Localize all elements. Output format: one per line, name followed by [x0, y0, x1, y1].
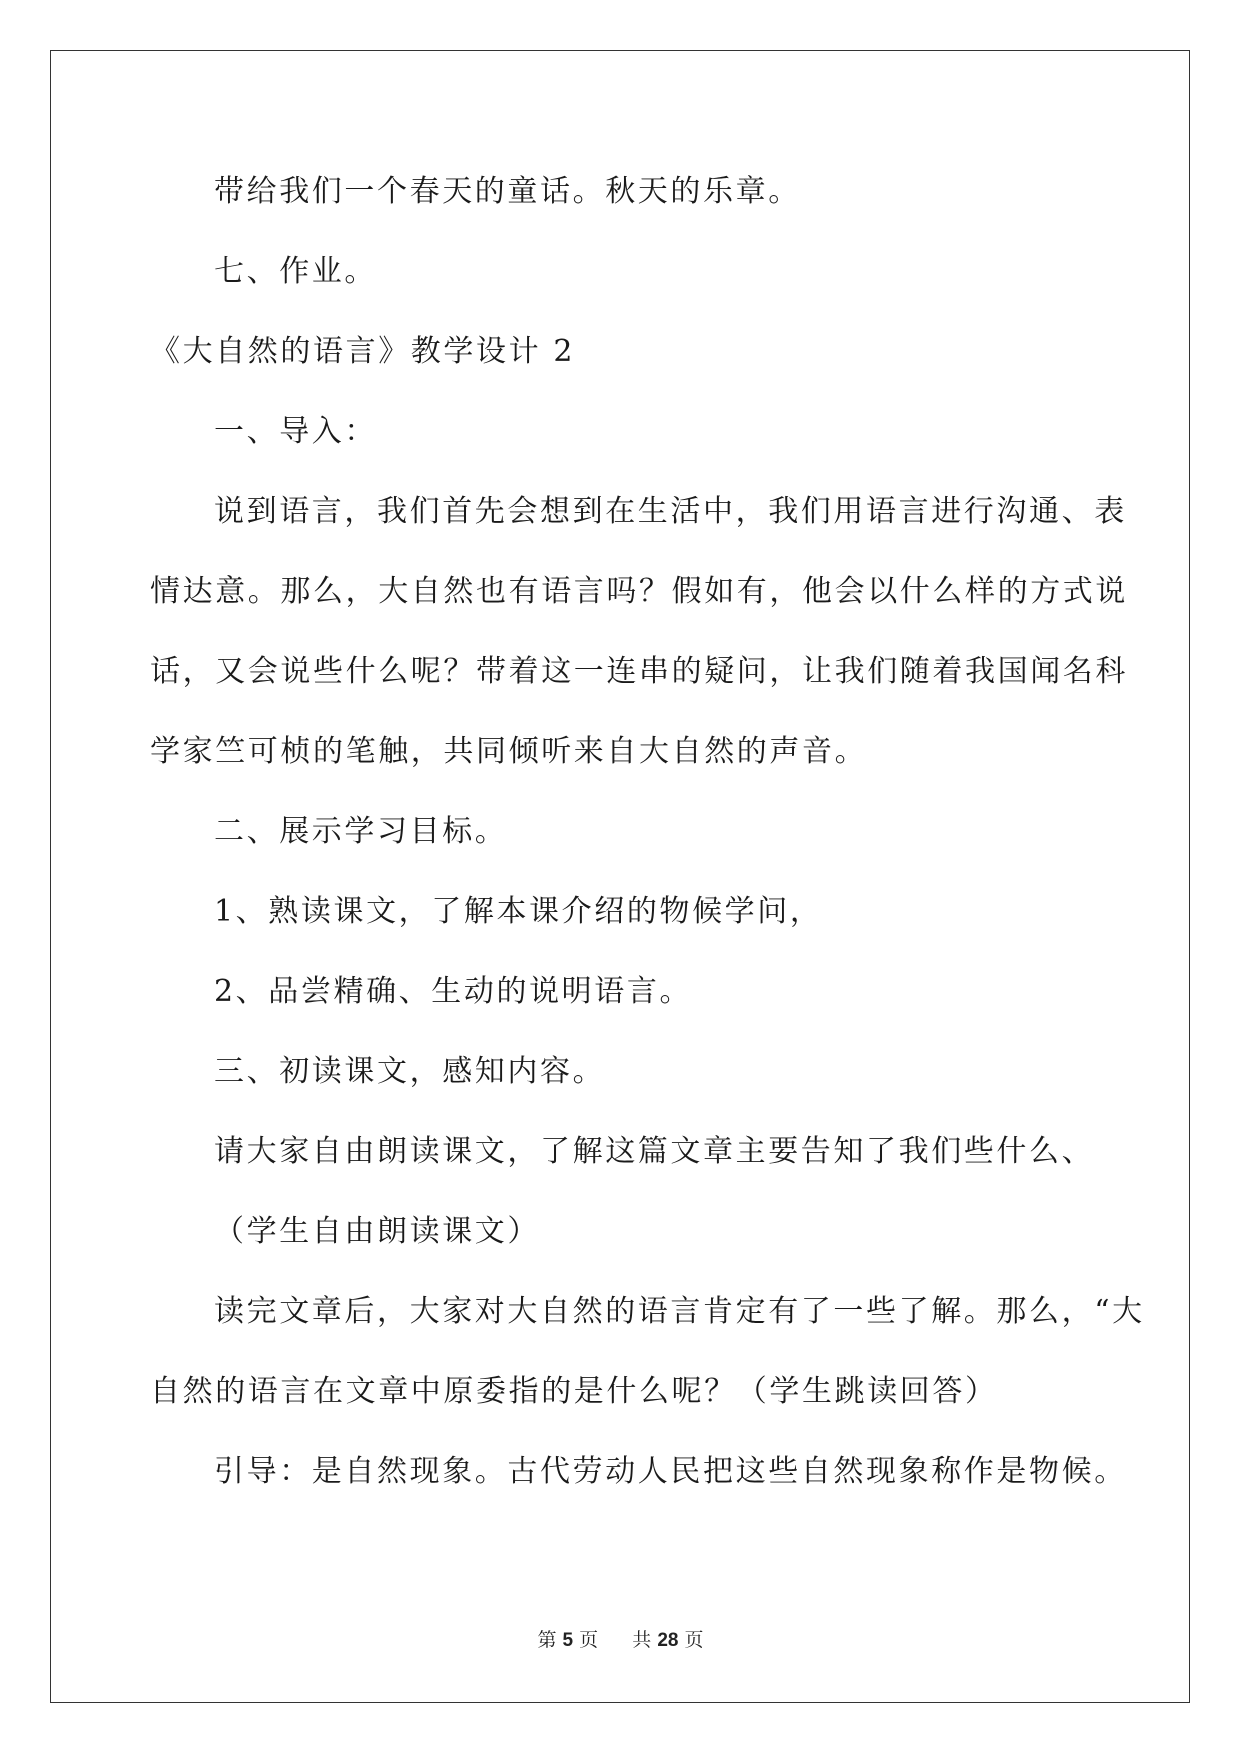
page-total: 28: [657, 1630, 679, 1651]
page-suffix: 页: [579, 1629, 599, 1651]
text-line: 1、熟读课文，了解本课介绍的物候学问，: [214, 894, 823, 929]
page-current: 5: [562, 1630, 574, 1651]
section-heading: 《大自然的语言》教学设计 2: [150, 334, 576, 369]
text-line: 自然的语言在文章中原委指的是什么呢？（学生跳读回答）: [150, 1374, 998, 1409]
text-line: 学家竺可桢的笔触，共同倾听来自大自然的声音。: [150, 734, 868, 769]
total-suffix: 页: [684, 1629, 704, 1651]
page-prefix: 第: [537, 1629, 557, 1651]
text-line: 话，又会说些什么呢？带着这一连串的疑问，让我们随着我国闻名科: [150, 654, 1128, 689]
text-line: 情达意。那么，大自然也有语言吗？假如有，他会以什么样的方式说: [150, 574, 1128, 609]
text-line: 二、展示学习目标。: [214, 814, 508, 849]
total-prefix: 共: [632, 1629, 652, 1651]
text-line: （学生自由朗读课文）: [214, 1214, 540, 1249]
text-line: 说到语言，我们首先会想到在生活中，我们用语言进行沟通、表: [214, 494, 1127, 529]
text-line: 带给我们一个春天的童话。秋天的乐章。: [214, 174, 801, 209]
text-line: 读完文章后，大家对大自然的语言肯定有了一些了解。那么，“大: [214, 1294, 1145, 1329]
text-line: 2、品尝精确、生动的说明语言。: [214, 974, 693, 1009]
text-line: 引导：是自然现象。古代劳动人民把这些自然现象称作是物候。: [214, 1454, 1127, 1489]
text-line: 请大家自由朗读课文，了解这篇文章主要告知了我们些什么、: [214, 1134, 1095, 1169]
text-line: 七、作业。: [214, 254, 377, 289]
text-line: 一、导入：: [214, 414, 377, 449]
text-line: 三、初读课文，感知内容。: [214, 1054, 606, 1089]
page-footer: [0, 1628, 1241, 1653]
